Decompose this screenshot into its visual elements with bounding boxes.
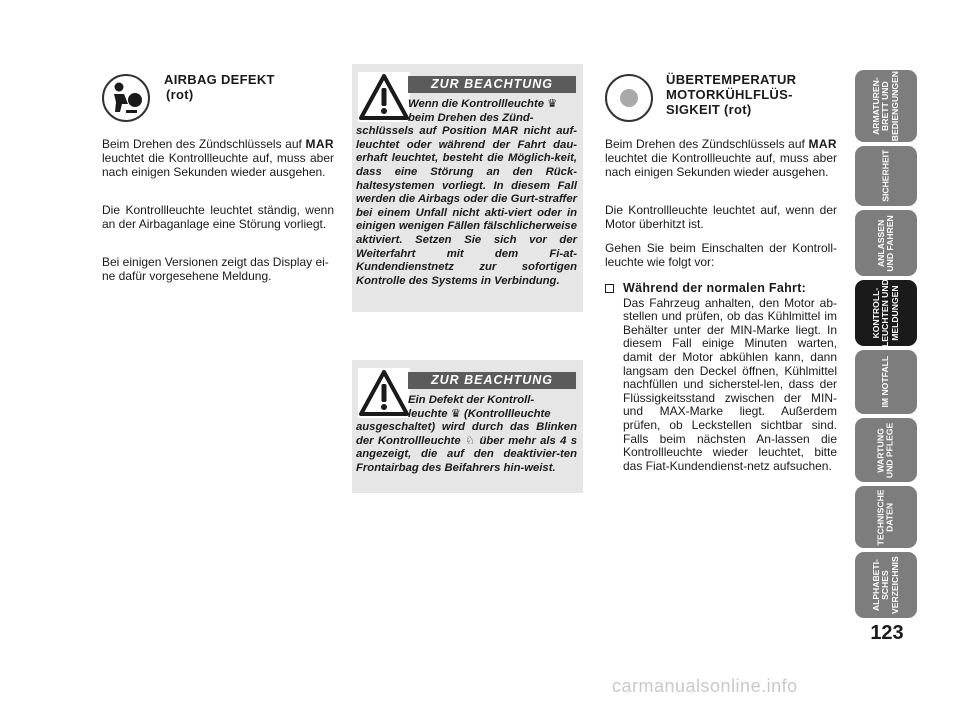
airbag-inline-icon: ♛ — [547, 98, 558, 110]
tab-technische-daten[interactable]: TECHNISCHE DATEN — [855, 486, 917, 548]
warning-box-airbag — [352, 64, 583, 312]
bullet-title: Während der normalen Fahrt: — [623, 281, 807, 295]
watermark: carmanualsonline.info — [612, 676, 798, 696]
coolant-temperature-lamp-icon — [605, 74, 653, 122]
passenger-airbag-off-inline-icon: ♘ — [465, 434, 476, 447]
tab-verzeichnis[interactable]: ALPHABETI- SCHES VERZEICHNIS — [855, 552, 917, 618]
warning-badge: ZUR BEACHTUNG — [408, 372, 576, 389]
airbag-warning-lamp-icon — [102, 74, 150, 122]
warning-box-deactivated-airbag — [352, 360, 583, 493]
airbag-paragraph-3: Bei einigen Versionen zeigt das Display ei-ne dafür vorgesehene Meldung. — [102, 255, 329, 283]
coolant-paragraph-3: Gehen Sie beim Einschalten der Kontroll-leuchte wie folgt vor: — [605, 241, 837, 269]
coolant-heading: ÜBERTEMPERATUR MOTORKÜHLFLÜS- SIGKEIT (rot) — [666, 72, 797, 117]
tab-sicherheit[interactable]: SICHERHEIT — [855, 146, 917, 206]
bullet-text: Das Fahrzeug anhalten, den Motor ab-stellen und prüfen, ob das Kühlmittel im Behälter unter der MIN-Marke liegt. In diesem Fall einige Minuten warten, damit der Motor abkühlen kann, dann langsam den Deckel öffnen, Kühlmittel nachfüllen und sicherstel-len, dass der Flüssigkeitsstand zwischen der MIN- und MAX-Marke liegt. Außerdem prüfen, ob Leckstellen sichtbar sind. Falls beim nächsten An-lassen die Kontrollleuchte wieder leuchtet, bitte das Fiat-Kundendienst-netz aufsuchen. — [623, 295, 837, 473]
airbag-paragraph-1: Beim Drehen des Zündschlüssels auf MAR leuchtet die Kontrollleuchte auf, muss aber nach einigen Sekunden wieder ausgehen. — [102, 137, 334, 179]
coolant-paragraph-2: Die Kontrollleuchte leuchtet auf, wenn der Motor überhitzt ist. — [605, 203, 837, 231]
tab-anlassen[interactable]: ANLASSEN UND FAHREN — [855, 210, 917, 276]
warning-text: Wenn die Kontrollleuchte ♛ beim Drehen des Zünd- schlüssels auf Position MAR nicht auf-leuchtet oder während der Fahrt dau-erhaft leuchtet, besteht die Möglich-keit, dass eine Störung an den Rück-haltesystemen vorliegt. In diesem Fall werden die Airbags oder die Gurt-straffer bei einem Unfall nicht akti-viert oder in einigen wenigen Fällen fälschlicherweise aktiviert. Setzen Sie sich vor der Weiterfahrt mit dem Fi-at-Kundendienstnetz zur sofortigen Kontrolle des Systems in Verbindung. — [356, 98, 577, 287]
airbag-inline-icon: ♛ — [450, 407, 461, 420]
warning-badge: ZUR BEACHTUNG — [408, 76, 576, 93]
coolant-paragraph-1: Beim Drehen des Zündschlüssels auf MAR leuchtet die Kontrollleuchte auf, muss aber nach einigen Sekunden wieder ausgehen. — [605, 137, 837, 179]
warning-text: Ein Defekt der Kontroll- leuchte ♛ (Kontrollleuchte ausgeschaltet) wird durch das Blinken der Kontrollleuchte ♘ über mehr als 4 s angezeigt, die auf den deaktivier-ten Frontairbag des Beifahrers hin-weist. — [356, 394, 577, 474]
airbag-paragraph-2: Die Kontrollleuchte leuchtet ständig, wenn an der Airbaganlage eine Störung vorliegt. — [102, 203, 334, 231]
bullet-square-icon — [605, 284, 614, 293]
page-number: 123 — [870, 622, 904, 644]
tab-armaturenbrett[interactable]: ARMATUREN- BRETT UND BEDIENGUNGEN — [855, 70, 917, 142]
bullet-normal-driving — [605, 282, 837, 473]
tab-im-notfall[interactable]: IM NOTFALL — [855, 350, 917, 414]
tab-kontrollleuchten[interactable]: KONTROLL- LEUCHTEN UND MELDUNGEN — [855, 280, 917, 346]
tab-wartung[interactable]: WARTUNG UND PFLEGE — [855, 418, 917, 482]
airbag-heading: AIRBAG DEFEKT (rot) — [164, 72, 275, 102]
